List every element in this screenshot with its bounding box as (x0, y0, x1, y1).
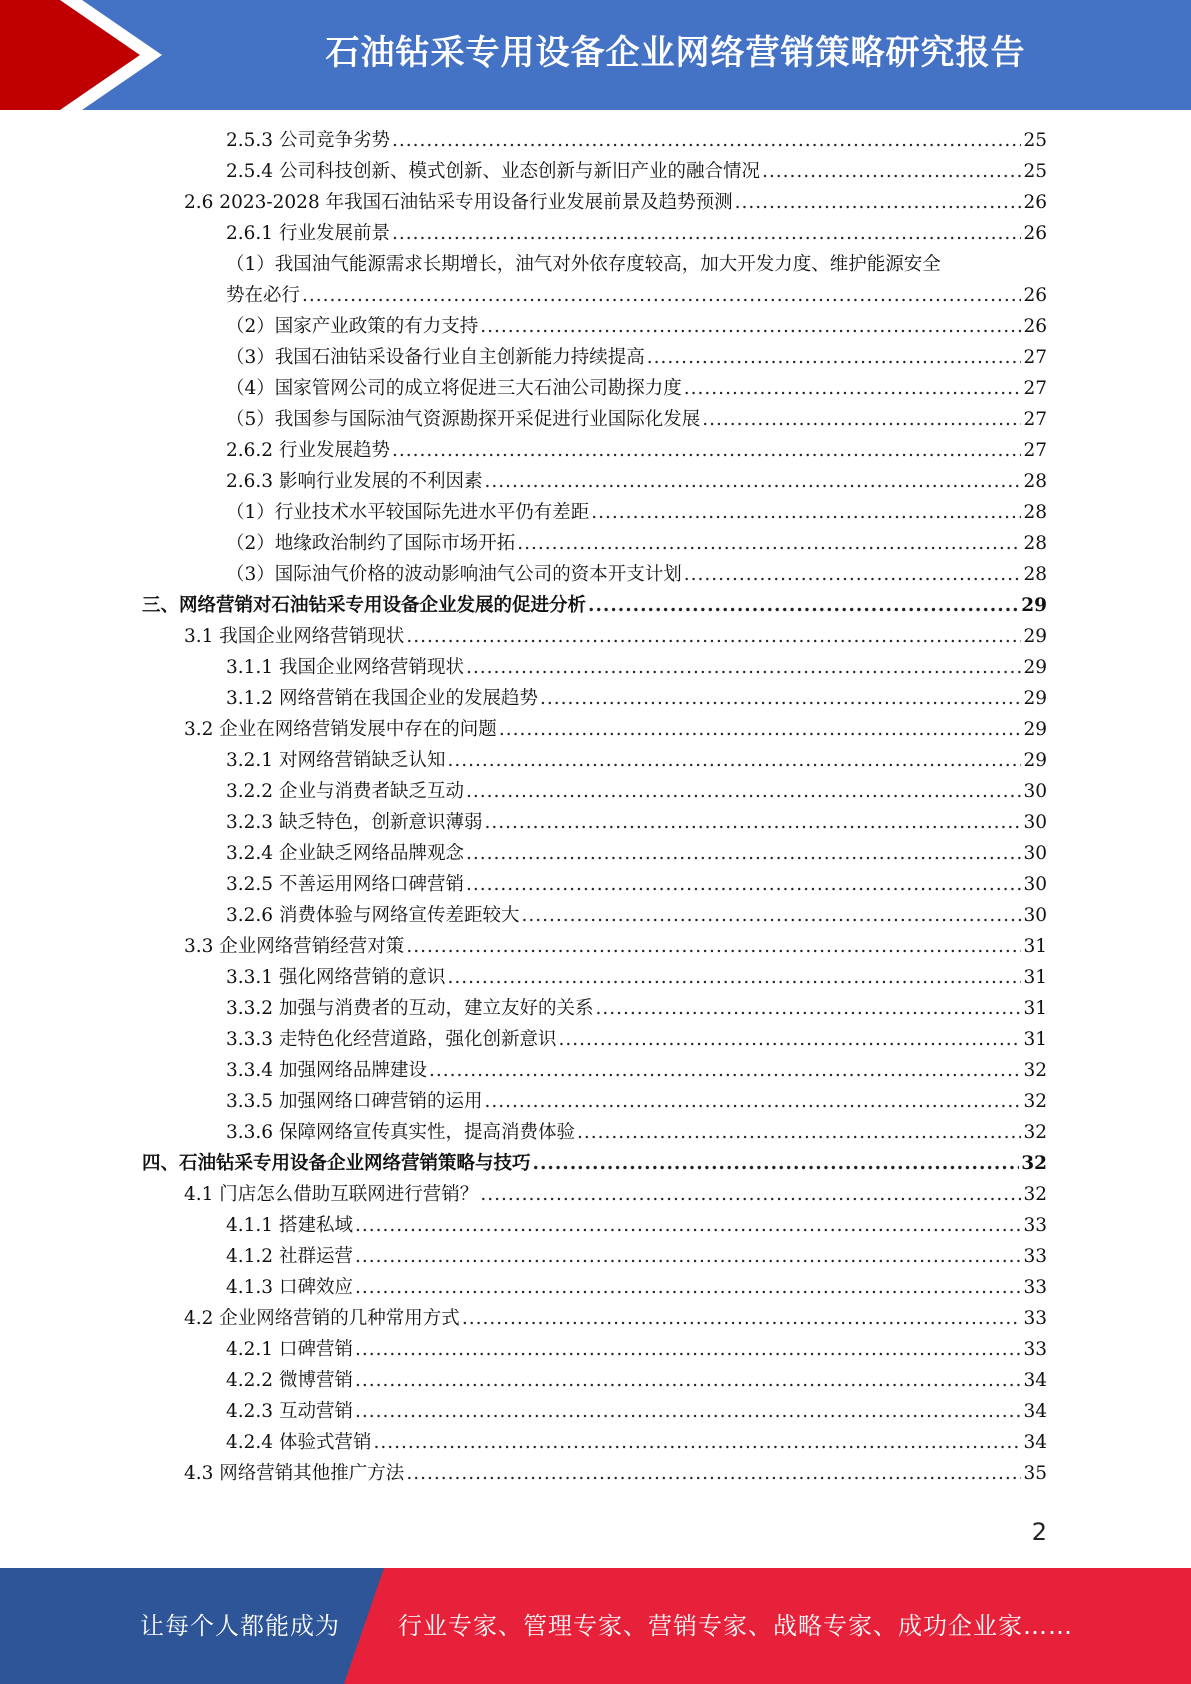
toc-entry-label: 3.3.6 保障网络宣传真实性，提高消费体验 (226, 1122, 575, 1143)
toc-entry-page: 27 (1023, 409, 1047, 430)
toc-leader (684, 376, 1022, 402)
toc-entry[interactable] (226, 469, 1047, 495)
toc-entry[interactable] (226, 1399, 1047, 1425)
toc-entry[interactable] (226, 1089, 1047, 1115)
toc-leader (588, 593, 1019, 619)
toc-entry[interactable] (226, 531, 1047, 557)
toc-entry-label: 3.3.2 加强与消费者的互动，建立友好的关系 (226, 998, 594, 1019)
toc-entry[interactable] (226, 500, 1047, 526)
toc-entry-label: （4）国家管网公司的成立将促进三大石油公司勘探力度 (226, 378, 682, 399)
toc-entry[interactable] (226, 872, 1047, 898)
toc-entry[interactable] (226, 1058, 1047, 1084)
toc-leader (355, 1337, 1022, 1363)
toc-entry-label: 3.3.1 强化网络营销的意识 (226, 967, 446, 988)
toc-leader (466, 779, 1021, 805)
toc-leader (406, 624, 1021, 650)
toc-entry-page: 33 (1023, 1339, 1047, 1360)
toc-entry[interactable] (226, 252, 1047, 278)
toc-entry[interactable] (226, 407, 1047, 433)
toc-entry-label: 4.2.3 互动营销 (226, 1401, 353, 1422)
toc-entry-page: 31 (1023, 936, 1047, 957)
toc-leader (480, 314, 1021, 340)
toc-entry-page: 27 (1023, 347, 1047, 368)
toc-entry-page: 34 (1023, 1370, 1047, 1391)
toc-leader (429, 1058, 1021, 1084)
header-arrow-decoration (0, 0, 200, 110)
page-number: 2 (1031, 1518, 1047, 1546)
toc-leader (517, 531, 1021, 557)
toc-entry-page: 27 (1023, 378, 1047, 399)
toc-leader (355, 1213, 1022, 1239)
toc-entry-label: （1）我国油气能源需求长期增长，油气对外依存度较高，加大开发力度、维护能源安全 (226, 254, 941, 275)
toc-leader (447, 748, 1021, 774)
toc-entry[interactable] (226, 1368, 1047, 1394)
toc-entry[interactable] (184, 190, 1047, 216)
toc-leader (702, 407, 1021, 433)
toc-entry-page: 29 (1023, 688, 1047, 709)
toc-leader (480, 1182, 1021, 1208)
toc-entry-page: 29 (1023, 626, 1047, 647)
toc-leader (406, 1461, 1021, 1487)
toc-entry-page: 30 (1023, 781, 1047, 802)
toc-entry[interactable] (184, 717, 1047, 743)
toc-leader (540, 686, 1021, 712)
toc-entry[interactable] (226, 283, 1047, 309)
toc-entry-page: 31 (1023, 1029, 1047, 1050)
toc-entry[interactable] (226, 438, 1047, 464)
toc-entry-label: 3.3.4 加强网络品牌建设 (226, 1060, 427, 1081)
toc-entry-label: 势在必行 (226, 285, 301, 306)
toc-leader (447, 965, 1021, 991)
toc-entry-label: 3.1 我国企业网络营销现状 (184, 626, 405, 647)
toc-leader (392, 128, 1021, 154)
toc-entry[interactable] (226, 903, 1047, 929)
toc-entry-label: 2.5.3 公司竞争劣势 (226, 130, 390, 151)
toc-entry-page: 32 (1023, 1091, 1047, 1112)
toc-entry-label: 3.2.1 对网络营销缺乏认知 (226, 750, 446, 771)
toc-entry-label: 3.2.4 企业缺乏网络品牌观念 (226, 843, 464, 864)
toc-entry[interactable] (226, 314, 1047, 340)
toc-entry-page: 33 (1023, 1215, 1047, 1236)
toc-leader (521, 903, 1021, 929)
toc-entry-page: 29 (1023, 657, 1047, 678)
toc-entry[interactable] (226, 1213, 1047, 1239)
toc-leader (484, 810, 1021, 836)
toc-entry-label: 4.2 企业网络营销的几种常用方式 (184, 1308, 460, 1329)
toc-entry[interactable] (226, 1275, 1047, 1301)
toc-entry-page: 26 (1023, 192, 1047, 213)
toc-entry-label: 4.2.2 微博营销 (226, 1370, 353, 1391)
toc-leader (647, 345, 1022, 371)
toc-entry-label: 4.1.1 搭建私域 (226, 1215, 353, 1236)
toc-leader (406, 934, 1021, 960)
toc-leader (533, 1151, 1020, 1177)
toc-entry-page: 31 (1023, 998, 1047, 1019)
toc-entry[interactable] (226, 562, 1047, 588)
toc-entry-label: 3.1.1 我国企业网络营销现状 (226, 657, 464, 678)
toc-leader (466, 872, 1021, 898)
toc-entry[interactable] (226, 1027, 1047, 1053)
toc-entry-label: 2.5.4 公司科技创新、模式创新、业态创新与新旧产业的融合情况 (226, 161, 760, 182)
toc-entry[interactable] (184, 624, 1047, 650)
toc-entry-label: 3.2.3 缺乏特色，创新意识薄弱 (226, 812, 483, 833)
toc-entry-label: 4.1 门店怎么借助互联网进行营销？ (184, 1184, 479, 1205)
toc-leader (499, 717, 1022, 743)
toc-entry-label: （5）我国参与国际油气资源勘探开采促进行业国际化发展 (226, 409, 701, 430)
toc-entry-label: 2.6.1 行业发展前景 (226, 223, 390, 244)
toc-entry-label: 3.2.2 企业与消费者缺乏互动 (226, 781, 464, 802)
toc-entry[interactable] (226, 345, 1047, 371)
page-footer (0, 1568, 1191, 1684)
toc-leader (392, 221, 1021, 247)
toc-entry-page: 25 (1023, 130, 1047, 151)
toc-leader (302, 283, 1021, 309)
toc-leader (355, 1368, 1022, 1394)
toc-entry[interactable] (226, 1430, 1047, 1456)
toc-entry-label: 三、网络营销对石油钻采专用设备企业发展的促进分析 (142, 595, 587, 616)
toc-leader (735, 190, 1022, 216)
toc-entry-label: 四、石油钻采专用设备企业网络营销策略与技巧 (142, 1153, 531, 1174)
toc-entry-label: 3.2.5 不善运用网络口碑营销 (226, 874, 464, 895)
toc-entry[interactable] (226, 128, 1047, 154)
toc-entry-page: 28 (1023, 564, 1047, 585)
toc-entry-page: 34 (1023, 1401, 1047, 1422)
toc-entry[interactable] (226, 841, 1047, 867)
toc-chapter[interactable] (142, 593, 1047, 619)
toc-leader (591, 500, 1021, 526)
toc-entry-page: 25 (1023, 161, 1047, 182)
toc-leader (466, 655, 1021, 681)
toc-entry[interactable] (184, 934, 1047, 960)
toc-leader (355, 1244, 1022, 1270)
toc-entry-label: （3）国际油气价格的波动影响油气公司的资本开支计划 (226, 564, 682, 585)
toc-entry-label: 3.3 企业网络营销经营对策 (184, 936, 405, 957)
toc-leader (762, 159, 1021, 185)
toc-leader (355, 1399, 1022, 1425)
toc-entry-label: 2.6 2023-2028 年我国石油钻采专用设备行业发展前景及趋势预测 (184, 192, 733, 213)
toc-entry[interactable] (226, 965, 1047, 991)
toc-entry-page: 32 (1021, 1153, 1047, 1174)
footer-slogan-left: 让每个人都能成为 (140, 1612, 340, 1640)
toc-entry-page: 29 (1023, 750, 1047, 771)
toc-entry-label: （3）我国石油钻采设备行业自主创新能力持续提高 (226, 347, 645, 368)
toc-entry-page: 33 (1023, 1308, 1047, 1329)
toc-entry-page: 32 (1023, 1122, 1047, 1143)
toc-entry[interactable] (226, 1337, 1047, 1363)
toc-entry-page: 30 (1023, 905, 1047, 926)
page-header (0, 0, 1191, 110)
toc-entry-page: 35 (1023, 1463, 1047, 1484)
toc-entry[interactable] (184, 1461, 1047, 1487)
toc-leader (355, 1275, 1022, 1301)
toc-entry-page: 27 (1023, 440, 1047, 461)
toc-entry-label: 3.2 企业在网络营销发展中存在的问题 (184, 719, 497, 740)
toc-leader (373, 1430, 1021, 1456)
toc-entry-label: 3.3.5 加强网络口碑营销的运用 (226, 1091, 483, 1112)
toc-entry-page: 29 (1021, 595, 1047, 616)
toc-entry-label: 4.1.3 口碑效应 (226, 1277, 353, 1298)
toc-entry-page: 30 (1023, 812, 1047, 833)
toc-entry[interactable] (226, 376, 1047, 402)
report-title: 石油钻采专用设备企业网络营销策略研究报告 (325, 33, 1026, 73)
toc-leader (462, 1306, 1022, 1332)
toc-entry-label: 3.1.2 网络营销在我国企业的发展趋势 (226, 688, 538, 709)
toc-leader (392, 438, 1021, 464)
toc-entry[interactable] (226, 221, 1047, 247)
toc-entry-page: 28 (1023, 471, 1047, 492)
toc-entry-label: 2.6.3 影响行业发展的不利因素 (226, 471, 483, 492)
toc-entry-label: （2）国家产业政策的有力支持 (226, 316, 479, 337)
toc-entry-label: 4.3 网络营销其他推广方法 (184, 1463, 405, 1484)
footer-slogan-right: 行业专家、管理专家、营销专家、战略专家、成功企业家…… (398, 1612, 1073, 1640)
toc-leader (484, 1089, 1021, 1115)
toc-entry[interactable] (226, 1244, 1047, 1270)
toc-entry-label: 3.3.3 走特色化经营道路，强化创新意识 (226, 1029, 557, 1050)
toc-entry-label: 4.2.4 体验式营销 (226, 1432, 372, 1453)
toc-entry[interactable] (226, 686, 1047, 712)
toc-leader (595, 996, 1021, 1022)
toc-entry-page: 29 (1023, 719, 1047, 740)
toc-leader (484, 469, 1021, 495)
toc-entry-page: 28 (1023, 533, 1047, 554)
toc-entry-page: 34 (1023, 1432, 1047, 1453)
toc-entry-page: 33 (1023, 1246, 1047, 1267)
toc-entry-label: 3.2.6 消费体验与网络宣传差距较大 (226, 905, 520, 926)
toc-entry-label: （1）行业技术水平较国际先进水平仍有差距 (226, 502, 590, 523)
toc-entry-page: 26 (1023, 285, 1047, 306)
toc-entry[interactable] (226, 996, 1047, 1022)
toc-entry-label: 2.6.2 行业发展趋势 (226, 440, 390, 461)
toc-entry-label: 4.1.2 社群运营 (226, 1246, 353, 1267)
toc-entry-page: 26 (1023, 316, 1047, 337)
toc-leader (684, 562, 1022, 588)
toc-entry[interactable] (226, 810, 1047, 836)
toc-entry[interactable] (226, 748, 1047, 774)
toc-leader (577, 1120, 1021, 1146)
toc-entry-label: （2）地缘政治制约了国际市场开拓 (226, 533, 516, 554)
toc-entry[interactable] (226, 779, 1047, 805)
toc-chapter[interactable] (142, 1151, 1047, 1177)
toc-entry[interactable] (184, 1182, 1047, 1208)
toc-entry-label: 4.2.1 口碑营销 (226, 1339, 353, 1360)
toc-entry-page: 33 (1023, 1277, 1047, 1298)
toc-entry-page: 30 (1023, 843, 1047, 864)
toc-entry-page: 28 (1023, 502, 1047, 523)
toc-entry[interactable] (184, 1306, 1047, 1332)
toc-entry[interactable] (226, 159, 1047, 185)
toc-entry-page: 31 (1023, 967, 1047, 988)
toc-entry-page: 32 (1023, 1060, 1047, 1081)
toc-entry-page: 32 (1023, 1184, 1047, 1205)
toc-entry-page: 26 (1023, 223, 1047, 244)
toc-entry-page: 30 (1023, 874, 1047, 895)
toc-leader (558, 1027, 1021, 1053)
toc-leader (466, 841, 1021, 867)
toc-entry[interactable] (226, 655, 1047, 681)
toc-entry[interactable] (226, 1120, 1047, 1146)
